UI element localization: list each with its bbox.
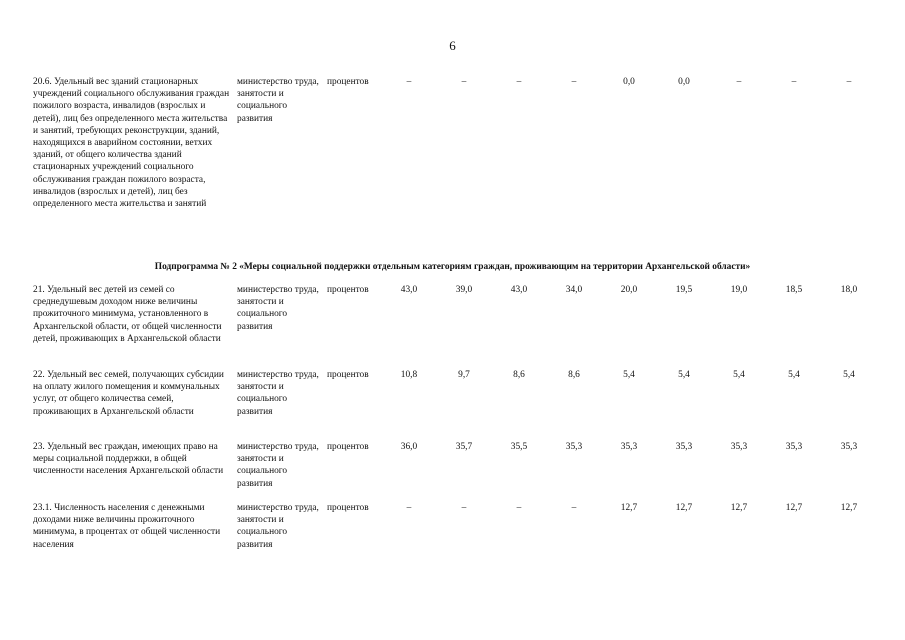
- value-cell: 18,0: [840, 285, 858, 295]
- value-cell: 35,3: [730, 442, 748, 452]
- responsible-executor: министерство труда, занятости и социального развития: [237, 442, 319, 489]
- value-cell: –: [736, 77, 742, 87]
- responsible-executor: министерство труда, занятости и социального развития: [237, 370, 319, 417]
- responsible-executor: министерство труда, занятости и социального развития: [237, 503, 319, 550]
- indicator-name: 23.1. Численность населения с денежными доходами ниже величины прожиточного минимума, в процентах от общей численности населения: [33, 503, 221, 550]
- value-cell: 34,0: [565, 285, 583, 295]
- value-cell: 5,4: [788, 370, 800, 380]
- value-cell: 35,3: [675, 442, 693, 452]
- responsible-executor: министерство труда, занятости и социального развития: [237, 77, 319, 124]
- value-cell: 5,4: [678, 370, 690, 380]
- value-cell: –: [571, 77, 577, 87]
- responsible-executor: министерство труда, занятости и социального развития: [237, 285, 319, 332]
- value-cell: –: [571, 503, 577, 513]
- value-cell: –: [516, 77, 522, 87]
- value-cell: 12,7: [730, 503, 748, 513]
- value-cell: 10,8: [400, 370, 418, 380]
- value-cell: 8,6: [568, 370, 580, 380]
- value-cell: 0,0: [678, 77, 690, 87]
- value-cell: –: [406, 77, 412, 87]
- value-cell: –: [461, 77, 467, 87]
- value-cell: 0,0: [623, 77, 635, 87]
- value-cell: 19,0: [730, 285, 748, 295]
- unit-of-measure: процентов: [327, 442, 369, 452]
- indicator-name: 21. Удельный вес детей из семей со среднедушевым доходом ниже величины прожиточного минимума, установленного в Архангельской области, от общей численности детей, проживающих в Архангельской области: [33, 285, 222, 344]
- page-number: 6: [449, 38, 456, 53]
- value-cell: 5,4: [623, 370, 635, 380]
- value-cell: 9,7: [458, 370, 470, 380]
- indicator-name: 22. Удельный вес семей, получающих субсидии на оплату жилого помещения и коммунальных услуг, от общего количества семей, проживающих в Архангельской области: [33, 370, 224, 417]
- value-cell: –: [461, 503, 467, 513]
- value-cell: 43,0: [510, 285, 528, 295]
- value-cell: 12,7: [620, 503, 638, 513]
- value-cell: –: [516, 503, 522, 513]
- indicator-name: 23. Удельный вес граждан, имеющих право на меры социальной поддержки, в общей численности населения Архангельской области: [33, 442, 224, 477]
- value-cell: 12,7: [840, 503, 858, 513]
- value-cell: 35,3: [840, 442, 858, 452]
- value-cell: 8,6: [513, 370, 525, 380]
- value-cell: 19,5: [675, 285, 693, 295]
- value-cell: 43,0: [400, 285, 418, 295]
- value-cell: 35,3: [785, 442, 803, 452]
- value-cell: 39,0: [455, 285, 473, 295]
- value-cell: 5,4: [733, 370, 745, 380]
- value-cell: 20,0: [620, 285, 638, 295]
- value-cell: 5,4: [843, 370, 855, 380]
- unit-of-measure: процентов: [327, 77, 369, 87]
- value-cell: 36,0: [400, 442, 418, 452]
- value-cell: 18,5: [785, 285, 803, 295]
- value-cell: 35,7: [455, 442, 473, 452]
- value-cell: 12,7: [785, 503, 803, 513]
- subprogram-title: Подпрограмма № 2 «Меры социальной поддержки отдельным категориям граждан, проживающим на территории Архангельской области»: [154, 262, 751, 272]
- value-cell: –: [846, 77, 852, 87]
- value-cell: 35,3: [620, 442, 638, 452]
- value-cell: –: [406, 503, 412, 513]
- value-cell: 35,3: [565, 442, 583, 452]
- value-cell: 12,7: [675, 503, 693, 513]
- unit-of-measure: процентов: [327, 370, 369, 380]
- value-cell: –: [791, 77, 797, 87]
- unit-of-measure: процентов: [327, 285, 369, 295]
- unit-of-measure: процентов: [327, 503, 369, 513]
- value-cell: 35,5: [510, 442, 528, 452]
- indicator-name: 20.6. Удельный вес зданий стационарных учреждений социального обслуживания граждан пожилого возраста, инвалидов (взрослых и детей), лиц без определенного места жительства и занятий, требующих реконструкции, зданий, находящихся в аварийном состоянии, ветхих зданий, от общего количества зданий стационарных учреждений социального обслуживания граждан пожилого возраста, инвалидов (взрослых и детей), лиц без определенного места жительства и занятий: [33, 77, 230, 210]
